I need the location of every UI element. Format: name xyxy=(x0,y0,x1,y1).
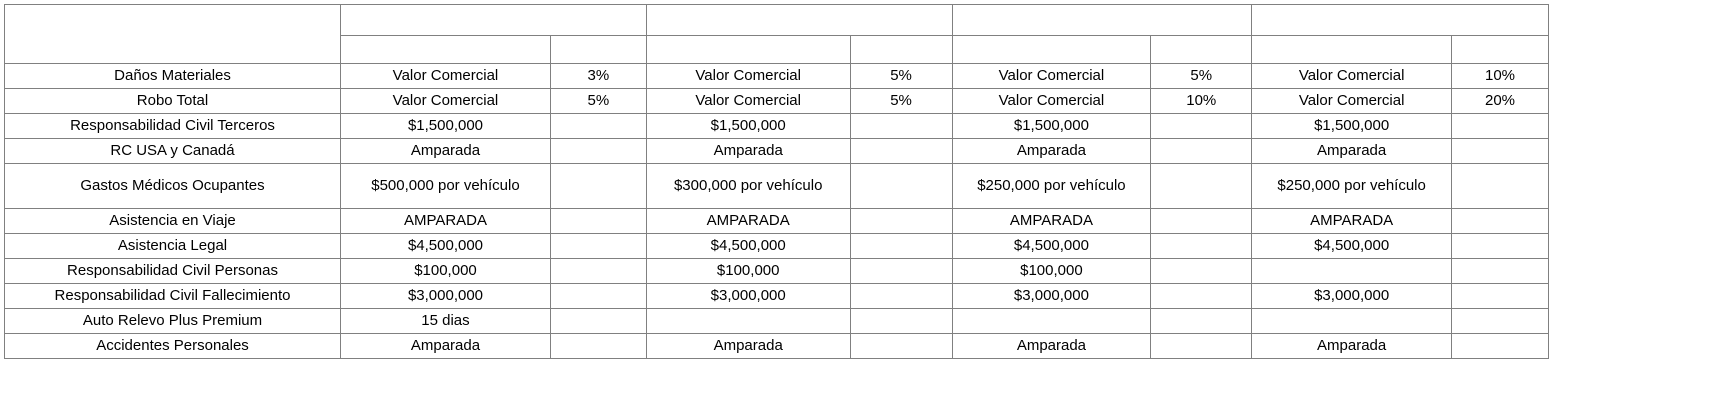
cell-basico-plus-deducible: 10% xyxy=(1452,64,1549,89)
subheader-basico-suma: Suma asegurada xyxy=(952,36,1151,64)
coverage-name: Robo Total xyxy=(5,89,341,114)
cell-premium-deducible xyxy=(550,284,646,309)
plan-header-basico-plus: Básico Plus xyxy=(1252,5,1549,36)
cell-basico-plus-deducible xyxy=(1452,209,1549,234)
cell-premium-suma: $3,000,000 xyxy=(341,284,551,309)
cell-estandar-deducible xyxy=(850,334,952,359)
table-row xyxy=(5,139,1549,164)
coverage-name: Auto Relevo Plus Premium xyxy=(5,309,341,334)
cell-premium-deducible xyxy=(550,114,646,139)
table-row xyxy=(5,309,1549,334)
coverage-name: Gastos Médicos Ocupantes xyxy=(5,164,341,209)
table-body xyxy=(5,64,1549,359)
cell-basico-suma: $100,000 xyxy=(952,259,1151,284)
cell-estandar-suma: AMPARADA xyxy=(646,209,850,234)
cell-premium-suma: $4,500,000 xyxy=(341,234,551,259)
cell-estandar-suma: $4,500,000 xyxy=(646,234,850,259)
cell-basico-deducible xyxy=(1151,284,1252,309)
coverage-name: RC USA y Canadá xyxy=(5,139,341,164)
cell-basico-deducible xyxy=(1151,334,1252,359)
plan-header-basico: Básico xyxy=(952,5,1252,36)
cell-basico-plus-suma: $250,000 por vehículo xyxy=(1252,164,1452,209)
cell-basico-deducible: 10% xyxy=(1151,89,1252,114)
cell-premium-suma: $500,000 por vehículo xyxy=(341,164,551,209)
table-header xyxy=(5,5,1549,64)
cell-basico-deducible xyxy=(1151,209,1252,234)
cell-estandar-deducible xyxy=(850,114,952,139)
cell-premium-suma: AMPARADA xyxy=(341,209,551,234)
cell-premium-suma: Valor Comercial xyxy=(341,89,551,114)
cell-premium-suma: Amparada xyxy=(341,139,551,164)
coverage-name: Responsabilidad Civil Personas xyxy=(5,259,341,284)
cell-premium-suma: $100,000 xyxy=(341,259,551,284)
coverage-name: Responsabilidad Civil Terceros xyxy=(5,114,341,139)
cell-basico-plus-suma: $1,500,000 xyxy=(1252,114,1452,139)
cell-premium-deducible xyxy=(550,234,646,259)
table-row xyxy=(5,114,1549,139)
cell-estandar-deducible xyxy=(850,234,952,259)
table-row xyxy=(5,209,1549,234)
cell-premium-suma: Amparada xyxy=(341,334,551,359)
cell-basico-plus-suma: $3,000,000 xyxy=(1252,284,1452,309)
cell-basico-deducible: 5% xyxy=(1151,64,1252,89)
cell-premium-deducible xyxy=(550,259,646,284)
cell-basico-suma: $4,500,000 xyxy=(952,234,1151,259)
cell-premium-deducible xyxy=(550,164,646,209)
subheader-estandar-deducible: Deducible xyxy=(850,36,952,64)
table-row xyxy=(5,89,1549,114)
cell-basico-plus-suma xyxy=(1252,309,1452,334)
cell-basico-plus-deducible xyxy=(1452,259,1549,284)
coverage-name: Accidentes Personales xyxy=(5,334,341,359)
cell-basico-plus-deducible xyxy=(1452,234,1549,259)
cell-basico-plus-suma: AMPARADA xyxy=(1252,209,1452,234)
cell-basico-plus-deducible xyxy=(1452,139,1549,164)
plan-header-premium: Premium xyxy=(341,5,647,36)
cell-premium-deducible xyxy=(550,334,646,359)
cell-basico-plus-deducible xyxy=(1452,114,1549,139)
cell-basico-suma xyxy=(952,309,1151,334)
cell-estandar-suma: $300,000 por vehículo xyxy=(646,164,850,209)
coverage-name: Daños Materiales xyxy=(5,64,341,89)
cell-basico-plus-deducible xyxy=(1452,309,1549,334)
cell-basico-suma: $250,000 por vehículo xyxy=(952,164,1151,209)
cell-premium-deducible xyxy=(550,309,646,334)
cell-basico-suma: $3,000,000 xyxy=(952,284,1151,309)
cell-estandar-deducible xyxy=(850,139,952,164)
cell-basico-deducible xyxy=(1151,309,1252,334)
cell-estandar-deducible xyxy=(850,259,952,284)
header-row-plans xyxy=(5,5,1549,36)
cell-basico-suma: $1,500,000 xyxy=(952,114,1151,139)
cell-basico-suma: Amparada xyxy=(952,139,1151,164)
cell-basico-plus-suma: Valor Comercial xyxy=(1252,64,1452,89)
table-row xyxy=(5,259,1549,284)
cell-basico-suma: Valor Comercial xyxy=(952,89,1151,114)
cell-basico-plus-suma: $4,500,000 xyxy=(1252,234,1452,259)
cell-estandar-deducible xyxy=(850,209,952,234)
cell-basico-plus-deducible xyxy=(1452,334,1549,359)
cell-basico-plus-suma: Amparada xyxy=(1252,139,1452,164)
cell-basico-plus-deducible: 20% xyxy=(1452,89,1549,114)
cell-basico-deducible xyxy=(1151,259,1252,284)
cell-estandar-suma: Valor Comercial xyxy=(646,64,850,89)
cell-estandar-deducible xyxy=(850,284,952,309)
table-row xyxy=(5,234,1549,259)
cell-premium-suma: 15 dias xyxy=(341,309,551,334)
cell-premium-deducible xyxy=(550,209,646,234)
cell-estandar-deducible: 5% xyxy=(850,64,952,89)
subheader-basico-plus-deducible: Deducible xyxy=(1452,36,1549,64)
cell-basico-plus-deducible xyxy=(1452,164,1549,209)
cell-premium-deducible xyxy=(550,139,646,164)
cell-estandar-suma xyxy=(646,309,850,334)
coverage-comparison-table xyxy=(4,4,1549,359)
cell-estandar-deducible xyxy=(850,309,952,334)
coverage-name: Responsabilidad Civil Fallecimiento xyxy=(5,284,341,309)
cell-basico-plus-suma: Valor Comercial xyxy=(1252,89,1452,114)
cell-basico-plus-deducible xyxy=(1452,284,1549,309)
cell-premium-deducible: 3% xyxy=(550,64,646,89)
cell-estandar-suma: Amparada xyxy=(646,139,850,164)
cell-premium-suma: Valor Comercial xyxy=(341,64,551,89)
table-row xyxy=(5,334,1549,359)
cell-basico-plus-suma xyxy=(1252,259,1452,284)
coverage-name: Asistencia Legal xyxy=(5,234,341,259)
cell-estandar-deducible xyxy=(850,164,952,209)
cell-premium-suma: $1,500,000 xyxy=(341,114,551,139)
cell-estandar-suma: $1,500,000 xyxy=(646,114,850,139)
table-row xyxy=(5,64,1549,89)
subheader-premium-deducible: Deducible xyxy=(550,36,646,64)
cell-basico-deducible xyxy=(1151,114,1252,139)
coverage-name: Asistencia en Viaje xyxy=(5,209,341,234)
cell-basico-deducible xyxy=(1151,164,1252,209)
subheader-estandar-suma: Suma Asegurada xyxy=(646,36,850,64)
table-title-cell: COBERTURAS MULTIMARCA xyxy=(5,5,341,64)
table-row xyxy=(5,164,1549,209)
subheader-basico-plus-suma: Suma asegurada xyxy=(1252,36,1452,64)
cell-basico-suma: AMPARADA xyxy=(952,209,1151,234)
cell-basico-plus-suma: Amparada xyxy=(1252,334,1452,359)
cell-estandar-suma: $100,000 xyxy=(646,259,850,284)
cell-premium-deducible: 5% xyxy=(550,89,646,114)
cell-estandar-suma: $3,000,000 xyxy=(646,284,850,309)
cell-estandar-suma: Valor Comercial xyxy=(646,89,850,114)
subheader-premium-suma: Suma asegurada xyxy=(341,36,551,64)
subheader-basico-deducible: Deducible xyxy=(1151,36,1252,64)
cell-estandar-deducible: 5% xyxy=(850,89,952,114)
cell-basico-suma: Amparada xyxy=(952,334,1151,359)
table-row xyxy=(5,284,1549,309)
cell-basico-suma: Valor Comercial xyxy=(952,64,1151,89)
cell-estandar-suma: Amparada xyxy=(646,334,850,359)
cell-basico-deducible xyxy=(1151,234,1252,259)
cell-basico-deducible xyxy=(1151,139,1252,164)
plan-header-estandar: Estándar xyxy=(646,5,952,36)
